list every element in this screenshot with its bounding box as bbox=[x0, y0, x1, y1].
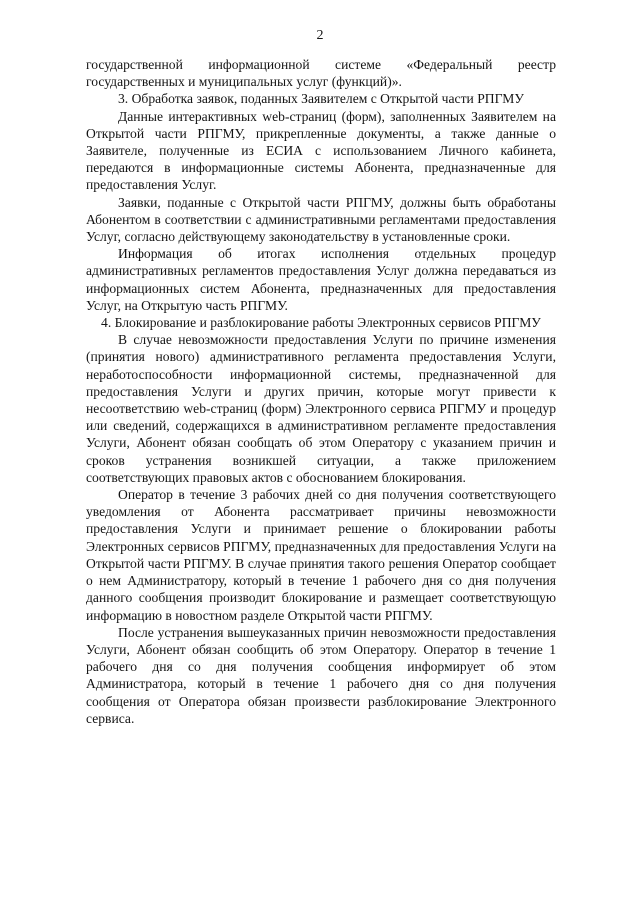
document-body bbox=[86, 56, 556, 727]
section-4-paragraph-2: Оператор в течение 3 рабочих дней со дня получения соответствующего уведомления от Абонента рассматривает причины невозможности предоставления Услуги и принимает решение о блокировании работы Электронных сервисов РПГМУ, предназначенных для предоставления Услуги на Открытой части РПГМУ. В случае принятия такого решения Оператор сообщает о нем Администратору, который в течение 1 рабочего дня со дня получения данного сообщения производит блокирование и размещает соответствующую информацию в новостном разделе Открытой части РПГМУ. bbox=[86, 487, 556, 623]
paragraph-continuation: государственной информационной системе «Федеральный реестр государственных и муниципальных услуг (функций)». bbox=[86, 57, 556, 90]
section-3-paragraph-2: Заявки, поданные с Открытой части РПГМУ, должны быть обработаны Абонентом в соответствии с административными регламентами предоставления Услуг, согласно действующему законодательству в установленные сроки. bbox=[86, 194, 556, 245]
section-3-paragraph-1: Данные интерактивных web-страниц (форм), заполненных Заявителем на Открытой части РПГМУ, прикрепленные документы, а также данные о Заявителе, полученные из ЕСИА с использованием Личного кабинета, передаются в информационные системы Абонента, предназначенные для предоставления Услуг. bbox=[86, 108, 556, 193]
section-4-paragraph-3: После устранения вышеуказанных причин невозможности предоставления Услуги, Абонент обязан сообщить об этом Оператору. Оператор в течение 1 рабочего дня со дня получения сообщения информирует об этом Администратора, который в течение 1 рабочего дня со дня получения сообщения от Оператора обязан произвести разблокирование Электронного сервиса. bbox=[86, 624, 556, 726]
section-3-paragraph-3: Информация об итогах исполнения отдельных процедур административных регламентов предоставления Услуг должна передаваться из информационных систем Абонента, предназначенных для предоставления Услуг, на Открытую часть РПГМУ. bbox=[86, 246, 556, 313]
section-3-heading: 3. Обработка заявок, поданных Заявителем с Открытой части РПГМУ bbox=[118, 91, 524, 107]
section-4-heading: 4. Блокирование и разблокирование работы Электронных сервисов РПГМУ bbox=[101, 315, 541, 331]
section-4-paragraph-1: В случае невозможности предоставления Услуги по причине изменения (принятия нового) административного регламента предоставления Услуги, неработоспособности информационной системы, предназначенной для предоставления Услуги и других причин, которые могут привести к несоответствию web-страниц (форм) Электронного сервиса РПГМУ и процедур или сведений, содержащихся в административном регламенте предоставления Услуги, Абонент обязан сообщать об этом Оператору с указанием причин и сроков устранения возникшей ситуации, а также приложением соответствующих правовых актов с обоснованием блокирования. bbox=[86, 332, 556, 485]
page-number: 2 bbox=[316, 28, 324, 43]
